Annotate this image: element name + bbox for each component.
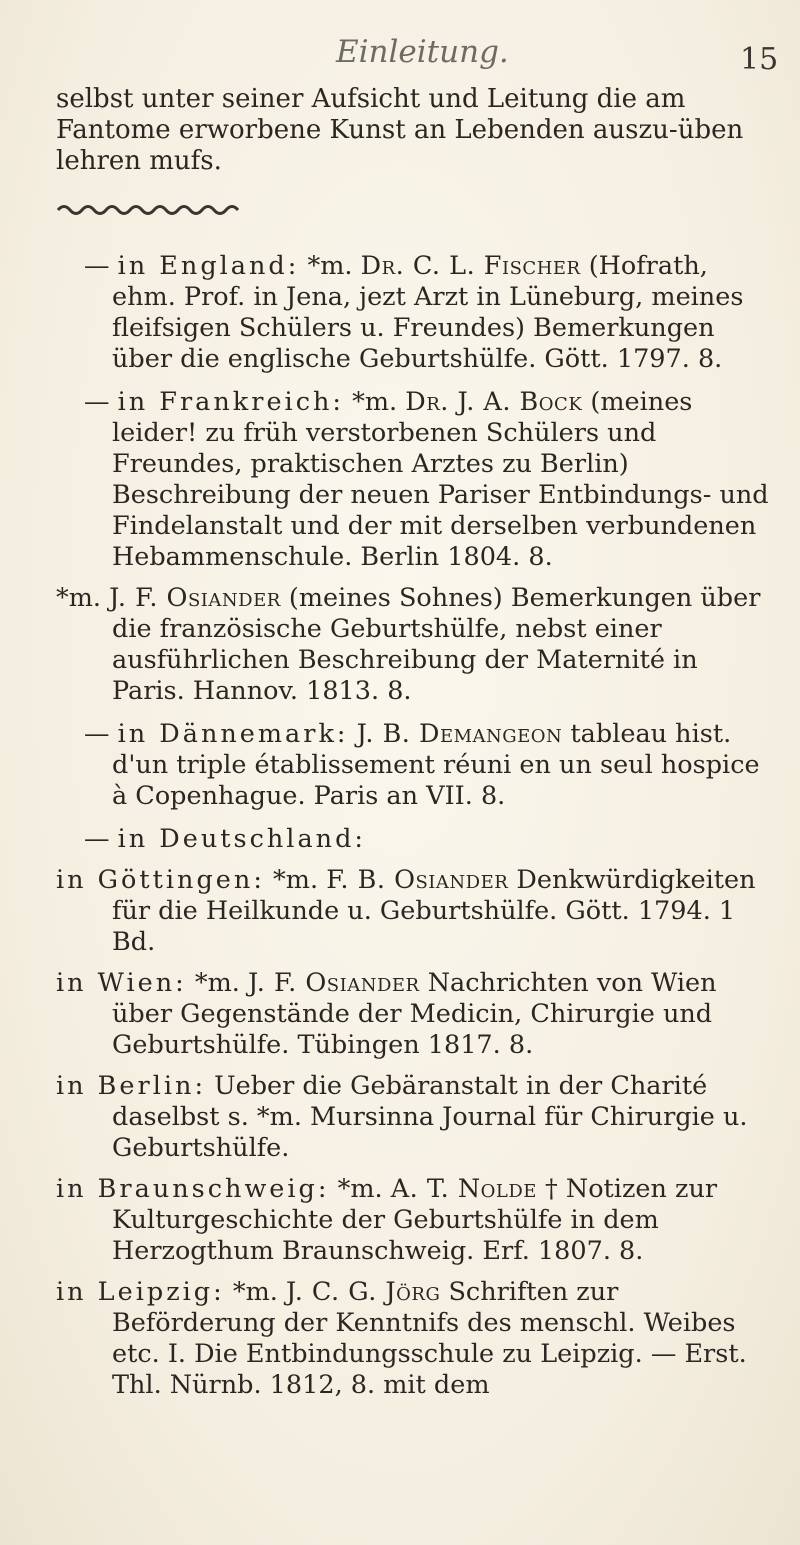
body-text: [56, 84, 771, 1401]
entry-mark: *m.: [307, 251, 353, 281]
bibliography-entry: [56, 865, 771, 958]
entry-mark: *m.: [337, 1174, 383, 1204]
entry-author: J. C. G. Jörg: [285, 1277, 441, 1307]
entry-dash: —: [84, 251, 118, 281]
entry-mark: *m.: [352, 387, 398, 417]
bibliography-entry: [56, 719, 771, 812]
entry-place: in Deutschland:: [117, 824, 366, 854]
bibliography-entry: [56, 1277, 771, 1401]
entry-text: Denkwürdigkeiten für die Heilkunde u. Geburtshülfe. Gött. 1794. 1 Bd.: [112, 865, 756, 957]
entry-mark: *m.: [56, 583, 102, 613]
entry-place: in England:: [117, 251, 300, 281]
entry-author: Dr. J. A. Bock: [405, 387, 583, 417]
entry-place: in Leipzig:: [56, 1277, 225, 1307]
entry-place: in Göttingen:: [56, 865, 265, 895]
entry-author: Dr. C. L. Fischer: [360, 251, 581, 281]
entry-dash: —: [84, 719, 118, 749]
entry-text: Ueber die Gebäranstalt in der Charité daselbst s. *m. Mursinna Journal für Chirurgie u. Geburtshülfe.: [112, 1071, 748, 1163]
entry-text: † Notizen zur Kulturgeschichte der Geburtshülfe in dem Herzogthum Braunschweig. Erf. 1807. 8.: [112, 1174, 718, 1266]
entry-place: in Dännemark:: [117, 719, 349, 749]
entry-mark: *m.: [232, 1277, 278, 1307]
page-header: [0, 34, 800, 78]
entry-author: J. F. Osiander: [109, 583, 281, 613]
entry-author: F. B. Osiander: [326, 865, 509, 895]
entry-place: in Braunschweig:: [56, 1174, 330, 1204]
entry-text: (meines leider! zu früh verstorbenen Schülers und Freundes, praktischen Arztes zu Berlin) Beschreibung der neuen Pariser Entbindungs- und Findelanstalt und der mit derselben verbundenen Hebammenschule. Berlin 1804. 8.: [112, 387, 769, 572]
entry-text: Nachrichten von Wien über Gegenstände der Medicin, Chirurgie und Geburtshülfe. Tübingen 1817. 8.: [112, 968, 717, 1060]
entry-text: tableau hist. d'un triple établissement réuni en un seul hospice à Copenhague. Paris an VII. 8.: [112, 719, 760, 811]
entry-author: A. T. Nolde: [390, 1174, 537, 1204]
entry-dash: —: [84, 824, 118, 854]
page-number: 15: [740, 42, 779, 77]
bibliography-entry: [56, 824, 771, 855]
entry-place: in Berlin:: [56, 1071, 207, 1101]
bibliography-entry: [56, 583, 771, 707]
entry-mark: *m.: [194, 968, 240, 998]
entry-place: in Frankreich:: [117, 387, 344, 417]
entry-dash: —: [84, 387, 118, 417]
entry-mark: *m.: [273, 865, 319, 895]
entry-text: (meines Sohnes) Bemerkungen über die französische Geburtshülfe, nebst einer ausführlichen Beschreibung der Maternité in Paris. Hannov. 1813. 8.: [112, 583, 761, 706]
intro-paragraph: selbst unter seiner Aufsicht und Leitung die am Fantome erworbene Kunst an Lebenden auszu-üben lehren mufs.: [56, 84, 744, 176]
entry-author: J. B. Demangeon: [356, 719, 563, 749]
bibliography-list: [56, 251, 771, 1401]
entry-author: J. F. Osiander: [247, 968, 420, 998]
bibliography-entry: [56, 251, 771, 375]
bibliography-entry: [56, 1174, 771, 1267]
bibliography-entry: [56, 1071, 771, 1164]
bibliography-entry: [56, 387, 771, 573]
ornamental-divider: [56, 203, 246, 217]
bibliography-entry: [56, 968, 771, 1061]
entry-place: in Wien:: [56, 968, 187, 998]
entry-text: (Hofrath, ehm. Prof. in Jena, jezt Arzt in Lüneburg, meines fleifsigen Schülers u. Freundes) Bemerkungen über die englische Geburtshülfe. Gött. 1797. 8.: [112, 251, 744, 374]
entry-text: Schriften zur Beförderung der Kenntnifs des menschl. Weibes etc. I. Die Entbindungsschule zu Leipzig. — Erst. Thl. Nürnb. 1812, 8. mit dem: [112, 1277, 747, 1400]
running-title: Einleitung.: [336, 34, 509, 70]
